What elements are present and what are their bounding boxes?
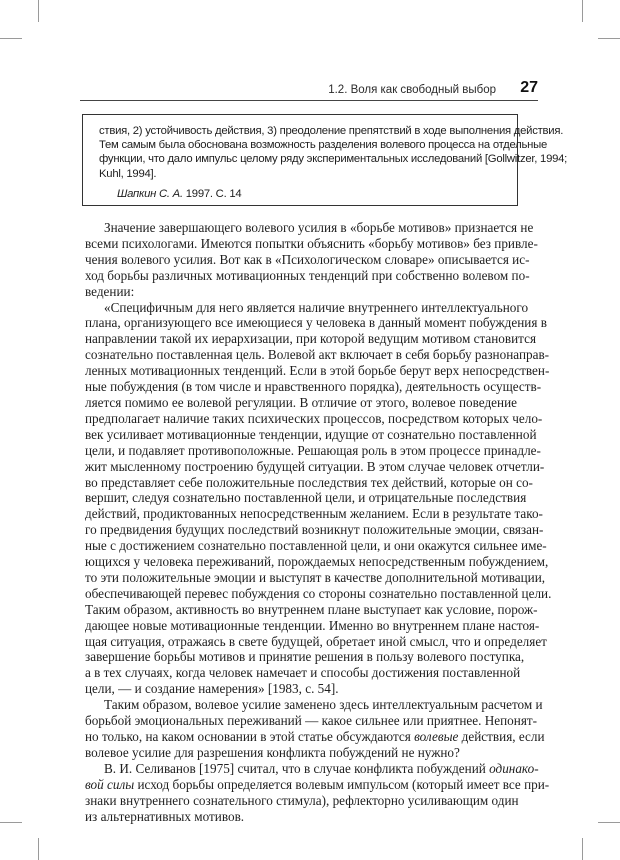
text-line: борьбой эмоциональных переживаний — какое сильнее или приятнее. Непонят- xyxy=(85,713,538,729)
crop-mark xyxy=(0,822,22,823)
crop-mark xyxy=(38,838,39,860)
italic-term: вой силы xyxy=(85,776,135,792)
text-line: ленных мотивационных тенденций. Если в этой борьбе берут верх непосредствен- xyxy=(85,363,550,379)
text-line xyxy=(85,776,550,793)
crop-mark xyxy=(38,0,39,22)
crop-mark xyxy=(0,38,22,39)
running-header xyxy=(80,78,538,101)
quote-line: Тем самым была обоснована возможность разделения волевого процесса на отдельные xyxy=(99,139,548,152)
text-line: вершит, следуя сознательно поставленной цели, и отрицательные последствия xyxy=(85,490,527,506)
crop-mark xyxy=(582,838,583,860)
text-line xyxy=(85,729,545,745)
crop-mark xyxy=(598,38,620,39)
text-line: всеми психологами. Имеются попытки объяснить «борьбу мотивов» без привле- xyxy=(85,235,538,251)
page-number: 27 xyxy=(520,79,538,96)
text-line: направлении такой их иерархизации, при которой ведущим мотивом становится xyxy=(85,331,537,347)
quoted-paragraph xyxy=(85,299,552,698)
text-line: обеспечивающей перевес побуждения со стороны сознательно поставленной цели. xyxy=(85,585,552,601)
italic-term: одинако- xyxy=(489,760,539,776)
text-line: щая ситуация, отражаясь в свете будущей, обретает иной смысл, что и определяет xyxy=(85,633,547,649)
paragraph xyxy=(85,760,550,825)
text-line: ющихся у человека переживаний, порождаемых непосредственным побуждением, xyxy=(85,554,549,570)
quote-source-author: Шапкин С. А. xyxy=(117,187,183,200)
quote-source-reference: 1997. С. 14 xyxy=(182,187,242,200)
quote-source xyxy=(99,187,507,201)
text-line: ляется помимо ее волевой регуляции. В отличие от этого, волевое поведение xyxy=(85,394,517,410)
text-line: знаки внутреннего сознательного стимула), рефлекторно усиливающим один xyxy=(85,792,519,808)
quote-line: ствия, 2) устойчивость действия, 3) преодоление препятствий в ходе выполнения действия. xyxy=(99,125,564,137)
text-segment: действия, если xyxy=(458,729,545,744)
text-line: волевое усилие для разрешения конфликта побуждений не нужно? xyxy=(85,744,460,760)
text-segment: исход борьбы определяется волевым импульсом (который имеет все при- xyxy=(134,776,550,792)
text-line: дающее новые мотивационные тенденции. Именно во внутреннем плане настоя- xyxy=(85,617,540,633)
text-line: жит мысленному построению будущей ситуации. В этом случае человек отчетли- xyxy=(85,458,545,474)
text-line: чения волевого усилия. Вот как в «Психологическом словаре» описывается ис- xyxy=(85,251,530,267)
quote-line: Kuhl, 1994]. xyxy=(99,167,157,180)
text-line: ные побуждения (в том числе и нравственного порядка), деятельность осуществ- xyxy=(85,379,542,395)
text-segment: В. И. Селиванов [1975] считал, что в случае конфликта побуждений xyxy=(104,760,490,776)
crop-mark xyxy=(598,822,620,823)
text-line: Значение завершающего волевого усилия в «борьбе мотивов» признается не xyxy=(104,220,534,235)
text-line: сознательно поставленная цель. Волевой акт включает в себя борьбу разнонаправ- xyxy=(85,347,550,363)
body-text xyxy=(85,220,552,824)
text-line: ведении: xyxy=(85,283,135,299)
italic-term: волевые xyxy=(414,729,459,744)
text-line: завершение борьбы мотивов и принятие решения в пользу волевого поступка, xyxy=(85,649,525,665)
text-line: то эти положительные эмоции и выступят в качестве дополнительной мотивации, xyxy=(85,569,546,585)
text-line: предполагает наличие таких психических процессов, посредством которых чело- xyxy=(85,410,543,426)
crop-mark xyxy=(582,0,583,22)
text-line xyxy=(85,760,539,777)
text-line: ные с достижением сознательно поставленной цели, и они окажутся сильнее име- xyxy=(85,538,547,554)
text-line: а в тех случаях, когда человек намечает и способы достижения поставленной xyxy=(85,665,521,681)
text-line: Таким образом, волевое усилие заменено здесь интеллектуальным расчетом и xyxy=(104,697,543,713)
text-line: действий, продиктованных непосредственным желанием. Если в результате тако- xyxy=(85,506,543,522)
text-line: из альтернативных мотивов. xyxy=(85,808,245,824)
text-segment: но только, на каком основании в этой статье обсуждаются xyxy=(85,729,415,744)
text-line: Таким образом, активность во внутреннем плане выступает как условие, порож- xyxy=(85,601,538,617)
paragraph xyxy=(85,697,545,761)
text-line: «Специфичным для него является наличие внутреннего интеллектуального xyxy=(104,299,529,315)
quote-box xyxy=(82,114,568,206)
text-line: век усиливает мотивационные тенденции, идущие от сознательно поставленной xyxy=(85,426,537,442)
running-title: 1.2. Воля как свободный выбор xyxy=(328,84,496,96)
text-line: цели, и подавляет противоположные. Решающая роль в этом процессе принадле- xyxy=(85,442,541,458)
paragraph xyxy=(85,220,538,300)
text-line: го предвидения будущих последствий возникнут положительные эмоции, связан- xyxy=(85,522,544,538)
text-line: цели, — и создание намерения» [1983, с. 54]. xyxy=(85,681,339,697)
text-line: ход борьбы различных мотивационных тенденций при собственно волевом по- xyxy=(85,267,530,283)
text-line: во представляет себе положительные последствия тех действий, которые он со- xyxy=(85,474,533,490)
quote-line: функции, что дало импульс целому ряду экспериментальных исследований [Gollwitzer, 1994; xyxy=(99,153,568,166)
text-line: плана, организующего все имеющиеся у человека в данный момент побуждения в xyxy=(85,315,547,331)
